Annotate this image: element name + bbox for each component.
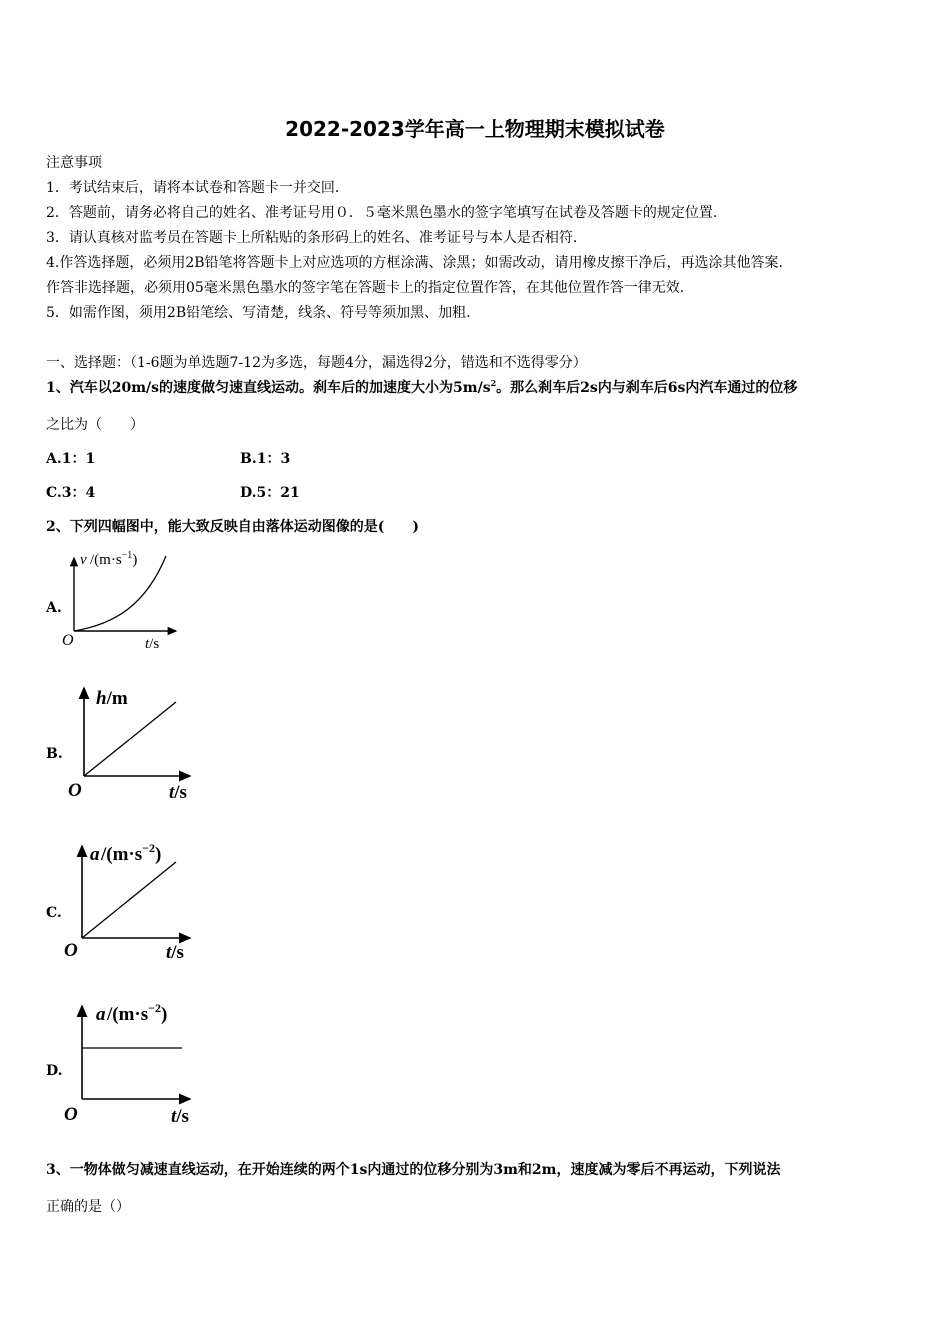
graph-a-y-unit: $/(m\cdot s^{-1})$	[90, 550, 138, 568]
question-1-line-2: 之比为（ ）	[46, 417, 144, 433]
question-2-stem: 2、下列四幅图中，能大致反映自由落体运动图像的是( )	[46, 519, 419, 535]
graph-c-y-label: a	[90, 844, 100, 865]
q1-option-a: A.1：1	[46, 451, 96, 467]
q1-option-d: D.5：21	[240, 485, 300, 501]
graph-d-x-label: t/s	[171, 1106, 189, 1127]
graph-d-origin: O	[64, 1104, 78, 1125]
notice-heading: 注意事项	[46, 155, 102, 171]
notice-item-4-cont: 作答非选择题，必须用05毫米黑色墨水的签字笔在答题卡上的指定位置作答，在其他位置作答一律无效．	[46, 280, 694, 296]
q2-option-b-label: B.	[46, 746, 63, 762]
graph-b-origin: O	[68, 780, 82, 801]
q2-option-d-label: D.	[46, 1063, 63, 1079]
notice-item-5: 5．如需作图，须用2B铅笔绘、写清楚，线条、符号等须加黑、加粗．	[46, 305, 481, 321]
graph-c	[56, 838, 206, 966]
question-3-line-2: 正确的是（）	[46, 1199, 130, 1215]
graph-a	[56, 544, 186, 654]
section-heading: 一、选择题：（1-6题为单选题7-12为多选，每题4分，漏选得2分，错选和不选得零分）	[46, 355, 587, 371]
graph-d-y-label: a	[96, 1004, 106, 1025]
graph-b-line	[84, 702, 176, 776]
q1-option-b: B.1：3	[240, 451, 291, 467]
graph-a-y-label: v	[80, 552, 87, 568]
graph-d-y-unit: $/(m\cdot s^{-2})$	[107, 1001, 168, 1025]
graph-d	[56, 996, 206, 1130]
question-1-line-1: 1、汽车以20m/s的速度做匀速直线运动。刹车后的加速度大小为$5m/s^2$。那么刹车后2s内与刹车后6s内汽车通过的位移	[46, 378, 798, 396]
page-title: 2022-2023学年高一上物理期末模拟试卷	[285, 117, 665, 141]
q2-option-c-label: C.	[46, 905, 62, 921]
graph-b	[56, 680, 206, 805]
graph-c-x-label: t/s	[166, 942, 184, 963]
graph-a-origin: O	[62, 632, 74, 649]
notice-item-3: 3．请认真核对监考员在答题卡上所粘贴的条形码上的姓名、准考证号与本人是否相符．	[46, 230, 587, 246]
notice-item-1: 1．考试结束后，请将本试卷和答题卡一并交回．	[46, 180, 349, 196]
notice-item-4: 4.作答选择题，必须用2B铅笔将答题卡上对应选项的方框涂满、涂黑；如需改动，请用橡皮擦干净后，再选涂其他答案．	[46, 255, 793, 271]
notice-item-2: 2．答题前，请务必将自己的姓名、准考证号用０．５毫米黑色墨水的签字笔填写在试卷及答题卡的规定位置．	[46, 205, 727, 221]
q1-option-c: C.3：4	[46, 485, 96, 501]
graph-c-line	[82, 862, 176, 938]
graph-c-origin: O	[64, 940, 78, 961]
graph-b-x-label: t/s	[169, 782, 187, 803]
graph-a-x-label: t/s	[145, 636, 160, 652]
graph-c-y-unit: $/(m\cdot s^{-2})$	[101, 841, 162, 865]
graph-b-y-label: h/m	[96, 688, 128, 709]
q2-option-a-label: A.	[46, 600, 62, 616]
question-3-line-1: 3、一物体做匀减速直线运动，在开始连续的两个1s内通过的位移分别为3m和2m，速度减为零后不再运动，下列说法	[46, 1162, 781, 1178]
